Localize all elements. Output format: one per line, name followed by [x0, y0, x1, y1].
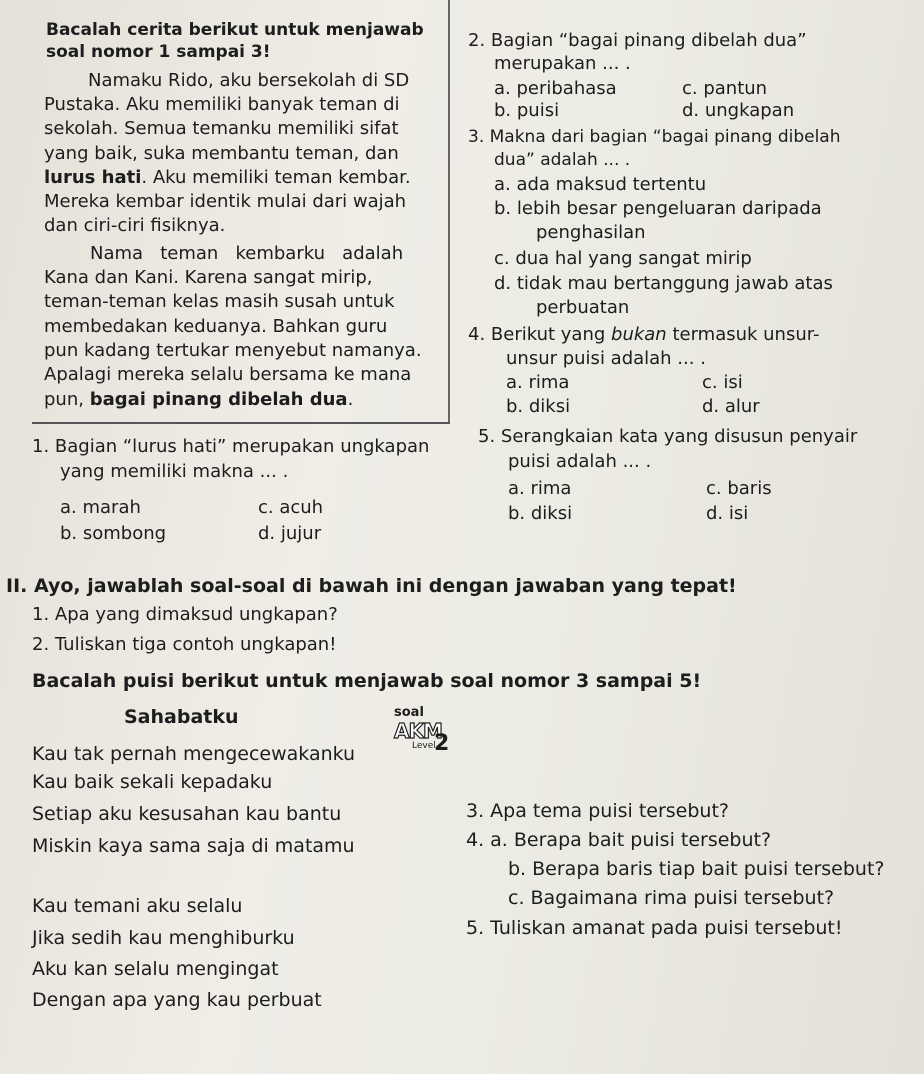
- poem-instructions: Bacalah puisi berikut untuk menjawab soal nomor 3 sampai 5!: [32, 670, 702, 692]
- poem-question-4a: 4. a. Berapa bait puisi tersebut?: [466, 829, 772, 851]
- intro-line-1: Bacalah cerita berikut untuk menjawab: [46, 20, 424, 40]
- poem-question-4b: b. Berapa baris tiap bait puisi tersebut?: [508, 858, 885, 880]
- q2-option-a: a. peribahasa: [494, 78, 617, 99]
- q1-option-a: a. marah: [60, 497, 141, 518]
- story-phrase-bagai-pinang: bagai pinang dibelah dua: [89, 389, 348, 410]
- story-line: Pustaka. Aku memiliki banyak teman di: [44, 94, 400, 115]
- q5-stem: puisi adalah ... .: [508, 451, 652, 472]
- q1-stem: 1. Bagian “lurus hati” merupakan ungkapan: [32, 436, 430, 457]
- story-box-bottom: [32, 422, 450, 424]
- story-line: Apalagi mereka selalu bersama ke mana: [44, 364, 412, 385]
- q5-stem: 5. Serangkaian kata yang disusun penyair: [478, 426, 858, 447]
- poem-line: Dengan apa yang kau perbuat: [32, 989, 322, 1011]
- q1-option-b: b. sombong: [60, 523, 167, 544]
- story-line: Nama teman kembarku adalah: [90, 243, 404, 264]
- q3-option-a: a. ada maksud tertentu: [494, 174, 707, 195]
- q5-option-d: d. isi: [706, 503, 749, 524]
- q3-stem: 3. Makna dari bagian “bagai pinang dibelah: [468, 127, 841, 147]
- poem-question-5: 5. Tuliskan amanat pada puisi tersebut!: [466, 917, 843, 939]
- q4-option-c: c. isi: [702, 372, 743, 393]
- q1-option-d: d. jujur: [258, 523, 322, 544]
- q4-option-a: a. rima: [506, 372, 570, 393]
- story-line: pun, bagai pinang dibelah dua.: [44, 389, 354, 410]
- story-line: Namaku Rido, aku bersekolah di SD: [88, 70, 410, 91]
- q2-stem: 2. Bagian “bagai pinang dibelah dua”: [468, 30, 807, 51]
- story-line: Mereka kembar identik mulai dari wajah: [44, 191, 407, 212]
- story-line: teman-teman kelas masih susah untuk: [44, 291, 395, 312]
- story-line: Kana dan Kani. Karena sangat mirip,: [44, 267, 373, 288]
- akm-level-badge: soal AKM Level 2: [394, 705, 450, 756]
- poem-line: Aku kan selalu mengingat: [32, 958, 279, 980]
- story-line: sekolah. Semua temanku memiliki sifat: [44, 118, 399, 139]
- q2-stem: merupakan ... .: [494, 53, 631, 74]
- story-phrase-lurus-hati: lurus hati: [44, 167, 142, 188]
- intro-line-2: soal nomor 1 sampai 3!: [46, 42, 271, 62]
- poem-question-3: 3. Apa tema puisi tersebut?: [466, 800, 730, 822]
- poem-line: Jika sedih kau menghiburku: [32, 927, 295, 949]
- q3-option-d-cont: perbuatan: [536, 297, 630, 318]
- poem-line: Kau baik sekali kepadaku: [32, 771, 273, 793]
- q1-stem: yang memiliki makna ... .: [60, 461, 289, 482]
- q3-option-c: c. dua hal yang sangat mirip: [494, 248, 752, 269]
- poem-line: Kau tak pernah mengecewakanku: [32, 743, 356, 765]
- q3-stem: dua” adalah ... .: [494, 150, 631, 170]
- section-2-question-1: 1. Apa yang dimaksud ungkapan?: [32, 604, 338, 625]
- q3-option-b-cont: penghasilan: [536, 222, 646, 243]
- q4-option-d: d. alur: [702, 396, 760, 417]
- poem-title: Sahabatku: [124, 706, 239, 728]
- poem-question-4c: c. Bagaimana rima puisi tersebut?: [508, 887, 835, 909]
- q2-option-d: d. ungkapan: [682, 100, 795, 121]
- section-2-heading: II. Ayo, jawablah soal-soal di bawah ini dengan jawaban yang tepat!: [6, 575, 737, 597]
- poem-line: Setiap aku kesusahan kau bantu: [32, 803, 342, 825]
- story-line: membedakan keduanya. Bahkan guru: [44, 316, 388, 337]
- q2-option-c: c. pantun: [682, 78, 768, 99]
- story-line: pun kadang tertukar menyebut namanya.: [44, 340, 422, 361]
- section-2-question-2: 2. Tuliskan tiga contoh ungkapan!: [32, 634, 337, 655]
- q1-option-c: c. acuh: [258, 497, 324, 518]
- q3-option-d: d. tidak mau bertanggung jawab atas: [494, 273, 833, 294]
- q2-option-b: b. puisi: [494, 100, 560, 121]
- poem-line: Miskin kaya sama saja di matamu: [32, 835, 355, 857]
- story-line: dan ciri-ciri fisiknya.: [44, 215, 226, 236]
- story-line: lurus hati. Aku memiliki teman kembar.: [44, 167, 411, 188]
- q5-option-a: a. rima: [508, 478, 572, 499]
- q5-option-b: b. diksi: [508, 503, 573, 524]
- story-line: yang baik, suka membantu teman, dan: [44, 143, 399, 164]
- q4-stem: 4. Berikut yang bukan termasuk unsur-: [468, 324, 820, 345]
- q5-option-c: c. baris: [706, 478, 772, 499]
- story-box-border: [448, 0, 450, 424]
- q4-option-b: b. diksi: [506, 396, 571, 417]
- q4-stem: unsur puisi adalah ... .: [506, 348, 706, 369]
- poem-line: Kau temani aku selalu: [32, 895, 243, 917]
- q3-option-b: b. lebih besar pengeluaran daripada: [494, 198, 822, 219]
